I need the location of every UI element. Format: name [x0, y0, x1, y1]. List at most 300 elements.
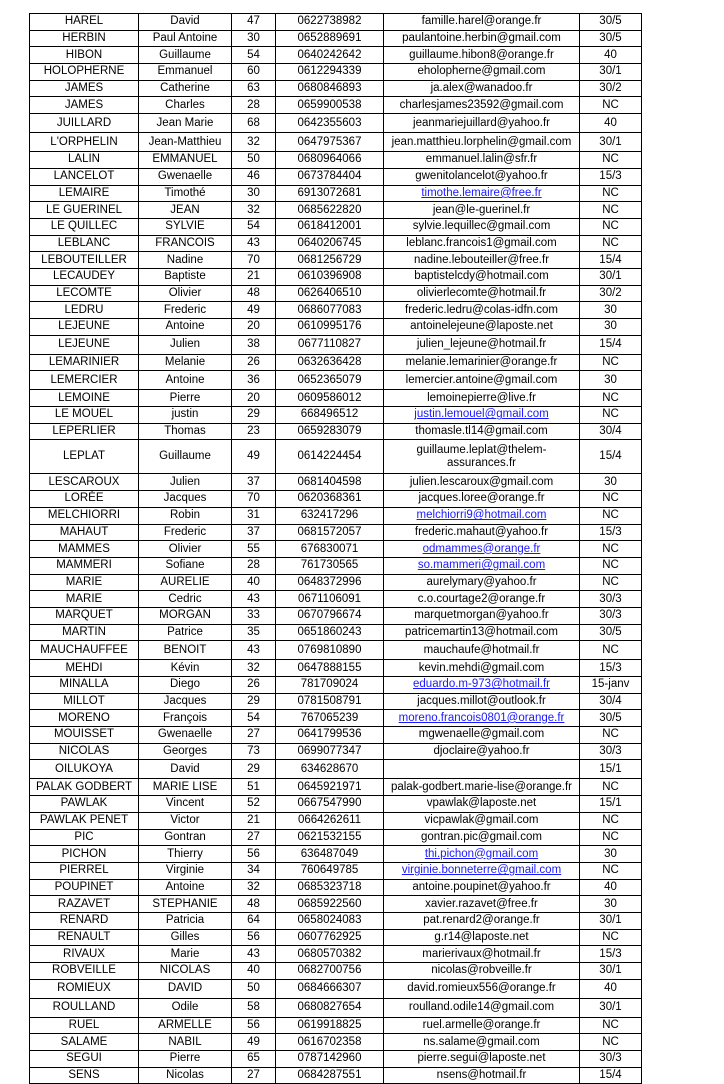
- table-row: [30, 574, 642, 591]
- email-text: djoclaire@yahoo.fr: [433, 745, 530, 758]
- email-link[interactable]: odmammes@orange.fr: [422, 542, 541, 555]
- email-text: xavier.razavet@free.fr: [425, 897, 538, 910]
- first-name-cell: MARIE LISE: [139, 779, 232, 796]
- age-cell: 23: [232, 423, 276, 440]
- age-cell: 43: [232, 946, 276, 963]
- table-row: [30, 80, 642, 97]
- email-text: david.romieux556@orange.fr: [407, 982, 556, 995]
- table-row: [30, 812, 642, 829]
- last-name-cell: HIBON: [30, 47, 139, 64]
- age-cell: 49: [232, 302, 276, 319]
- first-name-cell: Guillaume: [139, 440, 232, 474]
- age-cell: 63: [232, 80, 276, 97]
- table-row: [30, 796, 642, 813]
- date-cell: 15/3: [580, 660, 642, 677]
- first-name-cell: ARMELLE: [139, 1017, 232, 1034]
- email-text: pierre.segui@laposte.net: [417, 1052, 546, 1065]
- email-text: c.o.courtage2@orange.fr: [417, 592, 546, 605]
- table-row: [30, 218, 642, 235]
- age-cell: 28: [232, 557, 276, 574]
- table-row: [30, 929, 642, 946]
- phone-cell: 676830071: [276, 541, 384, 558]
- age-cell: 32: [232, 879, 276, 896]
- date-cell: 40: [580, 979, 642, 998]
- email-cell: [384, 133, 580, 152]
- first-name-cell: Marie: [139, 946, 232, 963]
- first-name-cell: Guillaume: [139, 47, 232, 64]
- age-cell: 31: [232, 507, 276, 524]
- email-cell: [384, 1034, 580, 1051]
- email-text: charlesjames23592@gmail.com: [399, 98, 564, 111]
- table-row: [30, 524, 642, 541]
- table-row: [30, 1051, 642, 1068]
- first-name-cell: Patricia: [139, 912, 232, 929]
- age-cell: 37: [232, 474, 276, 491]
- phone-cell: 0640206745: [276, 235, 384, 252]
- age-cell: 26: [232, 354, 276, 371]
- age-cell: 29: [232, 407, 276, 424]
- table-row: [30, 846, 642, 863]
- table-row: [30, 491, 642, 508]
- email-cell: [384, 218, 580, 235]
- table-row: [30, 1017, 642, 1034]
- last-name-cell: LORÉE: [30, 491, 139, 508]
- phone-cell: 767065239: [276, 710, 384, 727]
- date-cell: 30/1: [580, 998, 642, 1017]
- last-name-cell: L'ORPHELIN: [30, 133, 139, 152]
- age-cell: 21: [232, 812, 276, 829]
- date-cell: 30/2: [580, 285, 642, 302]
- first-name-cell: EMMANUEL: [139, 152, 232, 169]
- phone-cell: 0667547990: [276, 796, 384, 813]
- email-cell: [384, 660, 580, 677]
- email-link[interactable]: thi.pichon@gmail.com: [424, 847, 539, 860]
- email-cell: [384, 185, 580, 202]
- first-name-cell: Diego: [139, 677, 232, 694]
- email-cell: [384, 335, 580, 354]
- age-cell: 34: [232, 862, 276, 879]
- first-name-cell: Olivier: [139, 285, 232, 302]
- email-text: jacques.loree@orange.fr: [418, 492, 545, 505]
- phone-cell: 0680827654: [276, 998, 384, 1017]
- email-cell: [384, 879, 580, 896]
- last-name-cell: RIVAUX: [30, 946, 139, 963]
- email-text: ruel.armelle@orange.fr: [422, 1019, 541, 1032]
- phone-cell: 0781508791: [276, 693, 384, 710]
- email-text: leblanc.francois1@gmail.com: [406, 236, 557, 249]
- email-cell: [384, 624, 580, 641]
- first-name-cell: Gilles: [139, 929, 232, 946]
- table-row: [30, 862, 642, 879]
- email-cell: [384, 896, 580, 913]
- date-cell: 15/1: [580, 796, 642, 813]
- table-row: [30, 133, 642, 152]
- table-row: [30, 168, 642, 185]
- first-name-cell: FRANCOIS: [139, 235, 232, 252]
- last-name-cell: PAWLAK: [30, 796, 139, 813]
- table-row: [30, 440, 642, 474]
- first-name-cell: Kévin: [139, 660, 232, 677]
- date-cell: 30: [580, 474, 642, 491]
- table-row: [30, 660, 642, 677]
- date-cell: 30/5: [580, 14, 642, 31]
- table-row: [30, 507, 642, 524]
- date-cell: 15/4: [580, 252, 642, 269]
- last-name-cell: LE GUERINEL: [30, 202, 139, 219]
- first-name-cell: Emmanuel: [139, 64, 232, 81]
- age-cell: 56: [232, 1017, 276, 1034]
- last-name-cell: MARIE: [30, 591, 139, 608]
- last-name-cell: JUILLARD: [30, 114, 139, 133]
- table-row: [30, 407, 642, 424]
- phone-cell: 0647975367: [276, 133, 384, 152]
- last-name-cell: LEMOINE: [30, 390, 139, 407]
- email-cell: [384, 80, 580, 97]
- last-name-cell: MAUCHAUFFEE: [30, 641, 139, 660]
- email-link[interactable]: justin.lemouel@gmail.com: [414, 408, 549, 421]
- date-cell: 15/4: [580, 335, 642, 354]
- date-cell: 15/3: [580, 168, 642, 185]
- date-cell: NC: [580, 641, 642, 660]
- phone-cell: 0699077347: [276, 743, 384, 760]
- table-row: [30, 979, 642, 998]
- last-name-cell: LE QUILLEC: [30, 218, 139, 235]
- phone-cell: 0648372996: [276, 574, 384, 591]
- phone-cell: 0652889691: [276, 30, 384, 47]
- first-name-cell: Gontran: [139, 829, 232, 846]
- age-cell: 20: [232, 390, 276, 407]
- first-name-cell: Jean Marie: [139, 114, 232, 133]
- email-cell: [384, 152, 580, 169]
- phone-cell: 0619918825: [276, 1017, 384, 1034]
- last-name-cell: RENARD: [30, 912, 139, 929]
- date-cell: NC: [580, 557, 642, 574]
- first-name-cell: BENOIT: [139, 641, 232, 660]
- last-name-cell: SEGUI: [30, 1051, 139, 1068]
- table-row: [30, 335, 642, 354]
- last-name-cell: LEPERLIER: [30, 423, 139, 440]
- table-row: [30, 998, 642, 1017]
- last-name-cell: MARTIN: [30, 624, 139, 641]
- last-name-cell: LEJEUNE: [30, 319, 139, 336]
- date-cell: 30/1: [580, 64, 642, 81]
- last-name-cell: LANCELOT: [30, 168, 139, 185]
- last-name-cell: PICHON: [30, 846, 139, 863]
- age-cell: 51: [232, 779, 276, 796]
- phone-cell: 0680964066: [276, 152, 384, 169]
- email-cell: [384, 407, 580, 424]
- phone-cell: 0642355603: [276, 114, 384, 133]
- first-name-cell: Charles: [139, 97, 232, 114]
- table-row: [30, 591, 642, 608]
- email-link[interactable]: timothe.lemaire@free.fr: [421, 186, 542, 199]
- date-cell: 15-janv: [580, 677, 642, 694]
- phone-cell: 0677110827: [276, 335, 384, 354]
- date-cell: NC: [580, 574, 642, 591]
- last-name-cell: PALAK GODBERT: [30, 779, 139, 796]
- date-cell: 30/5: [580, 30, 642, 47]
- date-cell: NC: [580, 152, 642, 169]
- first-name-cell: Patrice: [139, 624, 232, 641]
- age-cell: 64: [232, 912, 276, 929]
- phone-cell: 0685922560: [276, 896, 384, 913]
- phone-cell: 0610396908: [276, 268, 384, 285]
- phone-cell: 761730565: [276, 557, 384, 574]
- email-cell: [384, 677, 580, 694]
- email-link[interactable]: melchiorri9@hotmail.com: [416, 509, 547, 522]
- first-name-cell: NICOLAS: [139, 963, 232, 980]
- phone-cell: 0681572057: [276, 524, 384, 541]
- table-row: [30, 30, 642, 47]
- last-name-cell: LESCAROUX: [30, 474, 139, 491]
- email-cell: [384, 812, 580, 829]
- last-name-cell: MELCHIORRI: [30, 507, 139, 524]
- phone-cell: 0616702358: [276, 1034, 384, 1051]
- email-text: gontran.pic@gmail.com: [421, 830, 542, 843]
- email-cell: [384, 474, 580, 491]
- first-name-cell: Nicolas: [139, 1067, 232, 1084]
- phone-cell: 0652365079: [276, 371, 384, 390]
- age-cell: 49: [232, 1034, 276, 1051]
- date-cell: 40: [580, 114, 642, 133]
- last-name-cell: LECAUDEY: [30, 268, 139, 285]
- table-row: [30, 760, 642, 779]
- email-text: baptistelcdy@hotmail.com: [414, 270, 549, 283]
- age-cell: 46: [232, 168, 276, 185]
- email-cell: [384, 760, 580, 779]
- email-cell: [384, 507, 580, 524]
- email-cell: [384, 302, 580, 319]
- table-row: [30, 302, 642, 319]
- email-text: jacques.millot@outlook.fr: [417, 695, 546, 708]
- email-cell: [384, 97, 580, 114]
- table-row: [30, 235, 642, 252]
- age-cell: 20: [232, 319, 276, 336]
- first-name-cell: DAVID: [139, 979, 232, 998]
- first-name-cell: Antoine: [139, 319, 232, 336]
- phone-cell: 0651860243: [276, 624, 384, 641]
- table-row: [30, 912, 642, 929]
- table-row: [30, 390, 642, 407]
- table-row: [30, 114, 642, 133]
- date-cell: NC: [580, 1017, 642, 1034]
- phone-cell: 0632636428: [276, 354, 384, 371]
- first-name-cell: JEAN: [139, 202, 232, 219]
- email-cell: [384, 491, 580, 508]
- date-cell: NC: [580, 407, 642, 424]
- phone-cell: 0685323718: [276, 879, 384, 896]
- table-row: [30, 1067, 642, 1084]
- last-name-cell: SALAME: [30, 1034, 139, 1051]
- date-cell: 15/1: [580, 760, 642, 779]
- age-cell: 38: [232, 335, 276, 354]
- first-name-cell: Catherine: [139, 80, 232, 97]
- date-cell: 40: [580, 879, 642, 896]
- date-cell: NC: [580, 390, 642, 407]
- first-name-cell: Thomas: [139, 423, 232, 440]
- last-name-cell: ROBVEILLE: [30, 963, 139, 980]
- last-name-cell: RAZAVET: [30, 896, 139, 913]
- phone-cell: 0671106091: [276, 591, 384, 608]
- email-cell: [384, 268, 580, 285]
- first-name-cell: Gwenaelle: [139, 168, 232, 185]
- email-cell: [384, 168, 580, 185]
- email-cell: [384, 235, 580, 252]
- email-link[interactable]: so.mammeri@gmail.com: [417, 559, 546, 572]
- phone-cell: 0681404598: [276, 474, 384, 491]
- phone-cell: 0681256729: [276, 252, 384, 269]
- phone-cell: 0686077083: [276, 302, 384, 319]
- email-text: frederic.mahaut@yahoo.fr: [414, 525, 549, 538]
- email-text: marierivaux@hotmail.fr: [422, 947, 541, 960]
- last-name-cell: JAMES: [30, 97, 139, 114]
- phone-cell: 0680846893: [276, 80, 384, 97]
- table-row: [30, 677, 642, 694]
- email-cell: [384, 929, 580, 946]
- phone-cell: 0620368361: [276, 491, 384, 508]
- age-cell: 32: [232, 133, 276, 152]
- phone-cell: 760649785: [276, 862, 384, 879]
- email-text: lemercier.antoine@gmail.com: [405, 373, 558, 386]
- age-cell: 26: [232, 677, 276, 694]
- email-cell: [384, 440, 580, 474]
- date-cell: 30: [580, 846, 642, 863]
- email-cell: [384, 354, 580, 371]
- email-link[interactable]: virginie.bonneterre@gmail.com: [401, 864, 562, 877]
- first-name-cell: Frederic: [139, 524, 232, 541]
- phone-cell: 0622738982: [276, 14, 384, 31]
- first-name-cell: Melanie: [139, 354, 232, 371]
- email-text: marquetmorgan@yahoo.fr: [414, 609, 549, 622]
- age-cell: 28: [232, 97, 276, 114]
- age-cell: 33: [232, 607, 276, 624]
- date-cell: 30: [580, 302, 642, 319]
- last-name-cell: LEMARINIER: [30, 354, 139, 371]
- first-name-cell: Georges: [139, 743, 232, 760]
- date-cell: 15/3: [580, 946, 642, 963]
- age-cell: 21: [232, 268, 276, 285]
- last-name-cell: PIC: [30, 829, 139, 846]
- email-text: g.r14@laposte.net: [434, 930, 529, 943]
- table-row: [30, 268, 642, 285]
- email-text: nicolas@robveille.fr: [431, 964, 532, 977]
- email-cell: [384, 202, 580, 219]
- table-row: [30, 779, 642, 796]
- last-name-cell: OILUKOYA: [30, 760, 139, 779]
- first-name-cell: MORGAN: [139, 607, 232, 624]
- first-name-cell: Vincent: [139, 796, 232, 813]
- last-name-cell: LEBLANC: [30, 235, 139, 252]
- email-text: lemoinepierre@live.fr: [427, 391, 536, 404]
- contact-sheet: [29, 13, 641, 1084]
- first-name-cell: Timothé: [139, 185, 232, 202]
- last-name-cell: RENAULT: [30, 929, 139, 946]
- phone-cell: 632417296: [276, 507, 384, 524]
- email-cell: [384, 47, 580, 64]
- date-cell: NC: [580, 354, 642, 371]
- table-row: [30, 710, 642, 727]
- email-cell: [384, 779, 580, 796]
- first-name-cell: Nadine: [139, 252, 232, 269]
- email-text: nadine.lebouteiller@free.fr: [413, 253, 550, 266]
- table-row: [30, 693, 642, 710]
- first-name-cell: Thierry: [139, 846, 232, 863]
- email-cell: [384, 574, 580, 591]
- email-cell: [384, 727, 580, 744]
- email-text: guillaume.leplat@thelem-assurances.fr: [416, 443, 547, 469]
- date-cell: NC: [580, 491, 642, 508]
- date-cell: NC: [580, 779, 642, 796]
- first-name-cell: AURELIE: [139, 574, 232, 591]
- date-cell: 30/2: [580, 80, 642, 97]
- age-cell: 48: [232, 896, 276, 913]
- age-cell: 73: [232, 743, 276, 760]
- date-cell: 15/4: [580, 440, 642, 474]
- last-name-cell: HOLOPHERNE: [30, 64, 139, 81]
- phone-cell: 6913072681: [276, 185, 384, 202]
- first-name-cell: Jacques: [139, 491, 232, 508]
- first-name-cell: justin: [139, 407, 232, 424]
- age-cell: 43: [232, 591, 276, 608]
- date-cell: 30/4: [580, 423, 642, 440]
- age-cell: 70: [232, 491, 276, 508]
- age-cell: 55: [232, 541, 276, 558]
- age-cell: 50: [232, 979, 276, 998]
- last-name-cell: MARQUET: [30, 607, 139, 624]
- phone-cell: 0682700756: [276, 963, 384, 980]
- age-cell: 35: [232, 624, 276, 641]
- phone-cell: 0787142960: [276, 1051, 384, 1068]
- phone-cell: 0684287551: [276, 1067, 384, 1084]
- last-name-cell: LECOMTE: [30, 285, 139, 302]
- date-cell: NC: [580, 218, 642, 235]
- phone-cell: 0659900538: [276, 97, 384, 114]
- table-row: [30, 743, 642, 760]
- email-link[interactable]: eduardo.m-973@hotmail.fr: [413, 678, 550, 691]
- phone-cell: 0607762925: [276, 929, 384, 946]
- phone-cell: 0659283079: [276, 423, 384, 440]
- age-cell: 49: [232, 440, 276, 474]
- email-link[interactable]: moreno.francois0801@orange.fr: [398, 711, 565, 724]
- email-text: jean.matthieu.lorphelin@gmail.com: [391, 135, 572, 148]
- age-cell: 32: [232, 660, 276, 677]
- table-row: [30, 371, 642, 390]
- date-cell: NC: [580, 541, 642, 558]
- first-name-cell: Cedric: [139, 591, 232, 608]
- email-cell: [384, 963, 580, 980]
- last-name-cell: MARIE: [30, 574, 139, 591]
- email-cell: [384, 591, 580, 608]
- phone-cell: 0621532155: [276, 829, 384, 846]
- date-cell: NC: [580, 862, 642, 879]
- email-text: vicpawlak@gmail.com: [424, 814, 539, 827]
- first-name-cell: David: [139, 14, 232, 31]
- phone-cell: 0641799536: [276, 727, 384, 744]
- table-row: [30, 14, 642, 31]
- last-name-cell: LEDRU: [30, 302, 139, 319]
- email-cell: [384, 1017, 580, 1034]
- email-text: antoinelejeune@laposte.net: [410, 320, 553, 333]
- email-cell: [384, 829, 580, 846]
- first-name-cell: Frederic: [139, 302, 232, 319]
- email-text: palak-godbert.marie-lise@orange.fr: [390, 780, 573, 793]
- email-text: vpawlak@laposte.net: [426, 797, 537, 810]
- email-text: famille.harel@orange.fr: [421, 15, 542, 28]
- phone-cell: 0609586012: [276, 390, 384, 407]
- phone-cell: 0645921971: [276, 779, 384, 796]
- age-cell: 54: [232, 47, 276, 64]
- table-row: [30, 607, 642, 624]
